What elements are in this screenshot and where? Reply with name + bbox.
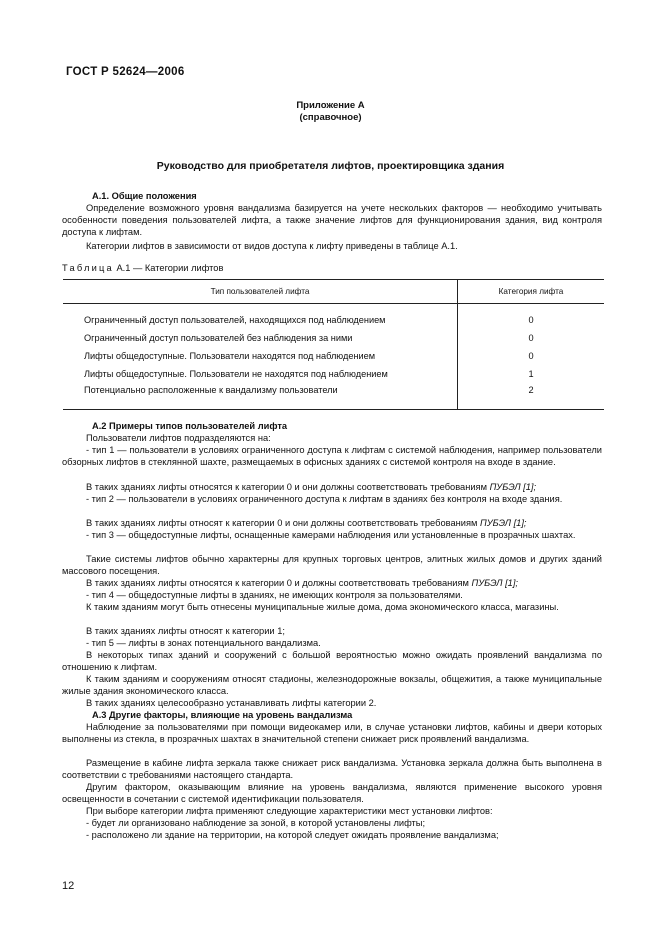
- cell-category: 2: [458, 383, 605, 410]
- table-row: [63, 365, 604, 383]
- cell-user-type: Лифты общедоступные. Пользователи не находятся под наблюдением: [63, 365, 458, 383]
- list-item: - будет ли организовано наблюдение за зоной, в которой установлены лифты;: [86, 818, 426, 828]
- table-row: [63, 329, 604, 347]
- lift-category-table: [63, 279, 604, 410]
- appendix-title: Приложение А: [296, 100, 365, 111]
- user-type-5-examples: К таким зданиям и сооружениям относят стадионы, железнодорожные вокзалы, общежития, а также муниципальные жилые здания экономического класса.: [62, 674, 602, 697]
- user-type-2-requirement: В таких зданиях лифты относят к категории 0 и они должны соответствовать требованиям ПУБЭЛ [1];: [86, 518, 527, 528]
- cell-user-type: Ограниченный доступ пользователей, находящихся под наблюдением: [63, 304, 458, 330]
- column-header-user-type: Тип пользователей лифта: [63, 280, 458, 304]
- table-row: [63, 304, 604, 330]
- user-type-4-requirement: В таких зданиях лифты относят к категории 1;: [86, 626, 285, 636]
- list-item: - расположено ли здание на территории, на которой следует ожидать проявление вандализма;: [86, 830, 499, 840]
- section-a3-paragraph-1: Наблюдение за пользователями при помощи видеокамер или, в случае установки лифтов, кабины и двери которых выполнены из стекла, в прозрачных шахтах в значительной степени снижает риск проявлений вандализма.: [62, 722, 602, 745]
- cell-user-type: Ограниченный доступ пользователей без наблюдения за ними: [63, 329, 458, 347]
- user-type-3-note: Такие системы лифтов обычно характерны для крупных торговых центров, элитных жилых домов и других зданий массового посещения.: [62, 554, 602, 577]
- appendix-note: (справочное): [299, 112, 362, 123]
- section-a1-table-reference: Категории лифтов в зависимости от видов доступа к лифту приведены в таблице А.1.: [86, 241, 458, 251]
- user-type-5-requirement: В таких зданиях целесообразно устанавливать лифты категории 2.: [86, 698, 377, 708]
- section-a1-heading: А.1. Общие положения: [92, 191, 197, 201]
- section-a1-paragraph: Определение возможного уровня вандализма базируется на учете нескольких факторов — необходимо учитывать особенности поведения пользователей лифта, а также значение лифтов для функционирования здания, вид контроля доступа к лифтам.: [62, 203, 602, 238]
- cell-category: 0: [528, 333, 534, 343]
- section-a3-paragraph-3: Другим фактором, оказывающим влияние на уровень вандализма, являются применение высокого уровня освещенности в сочетании с системой идентификации пользователя.: [62, 782, 602, 805]
- section-a2-heading: А.2 Примеры типов пользователей лифта: [92, 421, 288, 431]
- section-a3-paragraph-2: Размещение в кабине лифта зеркала также снижает риск вандализма. Установка зеркала должна быть выполнена в соответствии с требованиями настоящего стандарта.: [62, 758, 602, 781]
- user-type-3: - тип 3 — общедоступные лифты, оснащенные камерами наблюдения или установленные в прозрачных шахтах.: [86, 530, 576, 540]
- table-caption: Таблица А.1 — Категории лифтов: [62, 263, 224, 273]
- user-type-4: - тип 4 — общедоступные лифты в зданиях, не имеющих контроля за пользователями.: [86, 590, 463, 600]
- table-row: [63, 347, 604, 365]
- cell-category: 1: [528, 369, 534, 379]
- document-header: ГОСТ Р 52624—2006: [66, 66, 185, 78]
- table-row: [63, 383, 604, 410]
- user-type-4-note: К таким зданиям могут быть отнесены муниципальные жилые дома, дома экономического класса, магазины.: [86, 602, 559, 612]
- cell-user-type: Потенциально расположенные к вандализму пользователи: [63, 383, 458, 410]
- document-title: Руководство для приобретателя лифтов, проектировщика здания: [156, 160, 505, 172]
- section-a2-intro: Пользователи лифтов подразделяются на:: [86, 433, 271, 443]
- column-header-category: Категория лифта: [458, 280, 605, 304]
- cell-user-type: Лифты общедоступные. Пользователи находятся под наблюдением: [63, 347, 458, 365]
- user-type-5-note: В некоторых типах зданий и сооружений с большой вероятностью можно ожидать проявлений вандализма по отношению к лифтам.: [62, 650, 602, 673]
- user-type-5: - тип 5 — лифты в зонах потенциального вандализма.: [86, 638, 321, 648]
- user-type-3-requirement: В таких зданиях лифты относятся к категории 0 и должны соответствовать требованиям ПУБЭЛ [1];: [86, 578, 519, 588]
- page-number: 12: [62, 880, 75, 892]
- cell-category: 0: [528, 351, 534, 361]
- user-type-2: - тип 2 — пользователи в условиях ограниченного доступа к лифтам в зданиях без контроля на входе здания.: [86, 494, 563, 504]
- user-type-1-requirement: В таких зданиях лифты относятся к категории 0 и они должны соответствовать требованиям ПУБЭЛ [1];: [86, 482, 537, 492]
- cell-category: 0: [528, 315, 534, 325]
- table-header-row: [63, 280, 604, 304]
- section-a3-heading: А.3 Другие факторы, влияющие на уровень вандализма: [92, 710, 353, 720]
- section-a3-paragraph-4: При выборе категории лифта применяют следующие характеристики мест установки лифтов:: [86, 806, 493, 816]
- user-type-1: - тип 1 — пользователи в условиях ограниченного доступа к лифтам с системой наблюдения, например пользователи обзорных лифтов в стеклянной шахте, размещаемых в офисных зданиях с системой контроля на входе в здание.: [62, 445, 602, 468]
